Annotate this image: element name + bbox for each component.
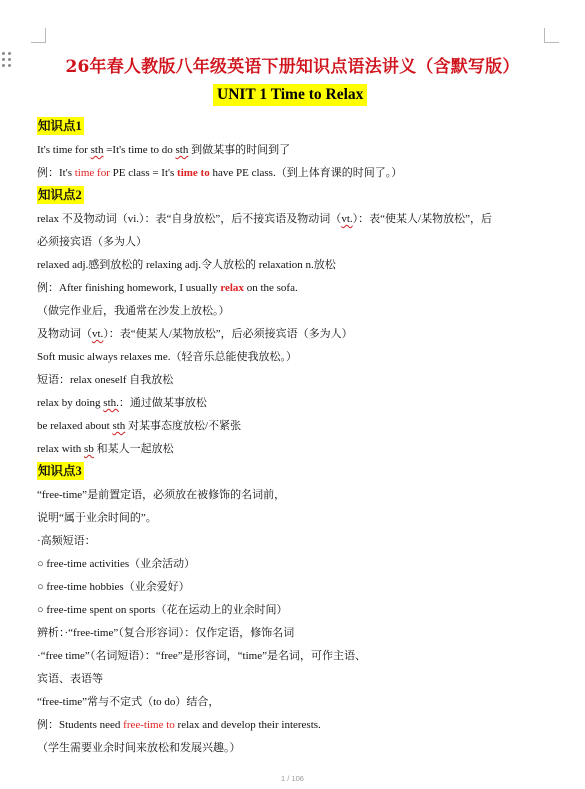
text-line: 短语：relax oneself 自我放松 <box>37 374 174 386</box>
example-line: 例：After finishing homework, I usually relax on the sofa. <box>37 282 298 294</box>
text-line: ·“free time”（名词短语）：“free”是形容词，“time”是名词，可作主语、 <box>37 650 366 662</box>
knowledge-point-label: 知识点1 <box>38 119 82 133</box>
text-line: relaxed adj.感到放松的 relaxing adj.令人放松的 relaxation n.放松 <box>37 259 336 271</box>
spell-check-word: sb <box>84 443 94 455</box>
spell-check-word: sth <box>90 144 104 156</box>
highlight-text: time to <box>177 167 210 179</box>
page-indicator: 1 / 106 <box>281 774 304 783</box>
text-line: ·高频短语： <box>37 535 96 547</box>
spell-check-word: vt. <box>341 213 353 225</box>
highlight-text: time for <box>74 167 110 179</box>
section-heading-2 <box>37 185 553 208</box>
document-title: 26年春人教版八年级英语下册知识点语法讲义（含默写版） <box>65 57 520 77</box>
crop-mark-top-right <box>544 28 559 43</box>
text-line: be relaxed about sth 对某事态度放松/不紧张 <box>37 420 242 432</box>
spell-check-word: sth <box>175 144 189 156</box>
list-item: ○ free-time hobbies（业余爱好） <box>37 581 190 593</box>
example-line: 例：Students need free-time to relax and develop their interests. <box>37 719 321 731</box>
knowledge-point-label: 知识点2 <box>38 188 82 202</box>
text-line: 辨析：·“free-time”（复合形容词）：仅作定语，修饰名词 <box>37 627 295 639</box>
text-line: It's time for sth =It's time to do sth 到做某事的时间到了 <box>37 144 291 156</box>
text-line: relax by doing sth.：通过做某事放松 <box>37 397 207 409</box>
highlight-text: relax <box>220 282 244 294</box>
text-line: “free-time”常与不定式（to do）结合， <box>37 696 220 708</box>
crop-mark-top-left <box>31 28 46 43</box>
text-line: 及物动词（vt.）：表“使某人/某物放松”，后必须接宾语（多为人） <box>37 328 353 340</box>
text-line: relax 不及物动词（vi.）：表“自身放松”，后不接宾语及物动词（vt.）：表“使某人/某物放松”，后 <box>37 213 492 225</box>
text-line: （学生需要业余时间来放松和发展兴趣。） <box>37 742 241 754</box>
section-heading-3 <box>37 461 553 484</box>
example-line: 例：It's time for PE class = It's time to have PE class.（到上体育课的时间了。） <box>37 167 403 179</box>
knowledge-point-label: 知识点3 <box>38 464 82 478</box>
spell-check-word: vt. <box>92 328 104 340</box>
document-body <box>37 116 553 760</box>
text-line: 说明“属于业余时间的”。 <box>37 512 157 524</box>
text-line: （做完作业后，我通常在沙发上放松。） <box>37 305 230 317</box>
text-line: 必须接宾语（多为人） <box>37 236 147 248</box>
text-line: 宾语、表语等 <box>37 673 103 685</box>
spell-check-word: sth. <box>103 397 119 409</box>
list-item: ○ free-time activities（业余活动） <box>37 558 196 570</box>
list-item: ○ free-time spent on sports（花在运动上的业余时间） <box>37 604 288 616</box>
highlight-text: free-time to <box>123 719 175 731</box>
spell-check-word: sth <box>112 420 126 432</box>
section-heading-1 <box>37 116 553 139</box>
text-line: relax with sb 和某人一起放松 <box>37 443 174 455</box>
text-line: Soft music always relaxes me.（轻音乐总能使我放松。） <box>37 351 297 363</box>
unit-heading: UNIT 1 Time to Relax <box>213 84 367 106</box>
text-line: “free-time”是前置定语，必须放在被修饰的名词前， <box>37 489 286 501</box>
